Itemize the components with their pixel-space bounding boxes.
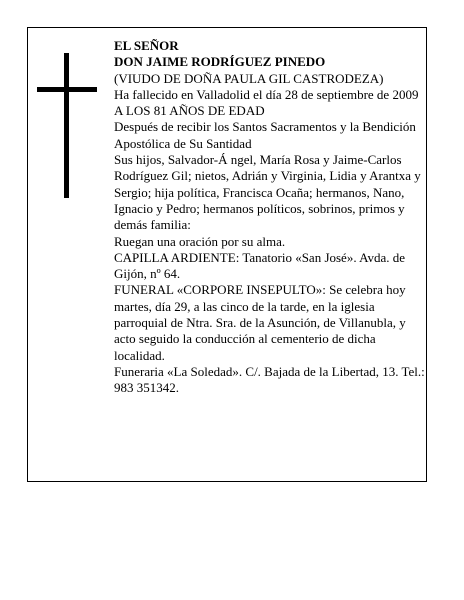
family-line: Sus hijos, Salvador-Á ngel, María Rosa y Jaime-Carlos Rodríguez Gil; nietos, Adrián y Virginia, Lidia y Arantxa y Sergio; hija política, Francisca Ocaña; hermanos, Nano, Ignacio y Pedro; hermanos políticos, sobrinos, primos y demás familia: — [114, 152, 421, 233]
cross-vertical-bar — [64, 53, 69, 198]
spouse-note: (VIUDO DE DOÑA PAULA GIL CASTRODEZA) — [114, 70, 384, 86]
funeral-home-line: Funeraria «La Soledad». C/. Bajada de la Libertad, 13. Tel.: 983 351342. — [114, 363, 425, 396]
sacraments-line: Después de recibir los Santos Sacramentos y la Bendición Apostólica de Su Santidad — [114, 119, 416, 151]
funeral-line: FUNERAL «CORPORE INSEPULTO»: Se celebra hoy martes, día 29, a las cinco de la tarde, en la iglesia parroquial de Ntra. Sra. de la Asunción, de Villanubla, y acto seguido la conducción al cementerio de dicha localidad. — [114, 282, 406, 363]
chapel-line: CAPILLA ARDIENTE: Tanatorio «San José». Avda. de Gijón, nº 64. — [114, 249, 406, 282]
cross-icon — [37, 53, 97, 198]
deceased-name: DON JAIME RODRÍGUEZ PINEDO — [114, 54, 326, 70]
prayer-line: Ruegan una oración por su alma. — [114, 233, 286, 249]
cross-horizontal-bar — [37, 87, 97, 92]
age-line: A LOS 81 AÑOS DE EDAD — [114, 103, 265, 119]
death-announcement: Ha fallecido en Valladolid el día 28 de septiembre de 2009 — [114, 86, 419, 102]
heading-title: EL SEÑOR — [114, 38, 179, 53]
obituary-text — [114, 38, 426, 397]
